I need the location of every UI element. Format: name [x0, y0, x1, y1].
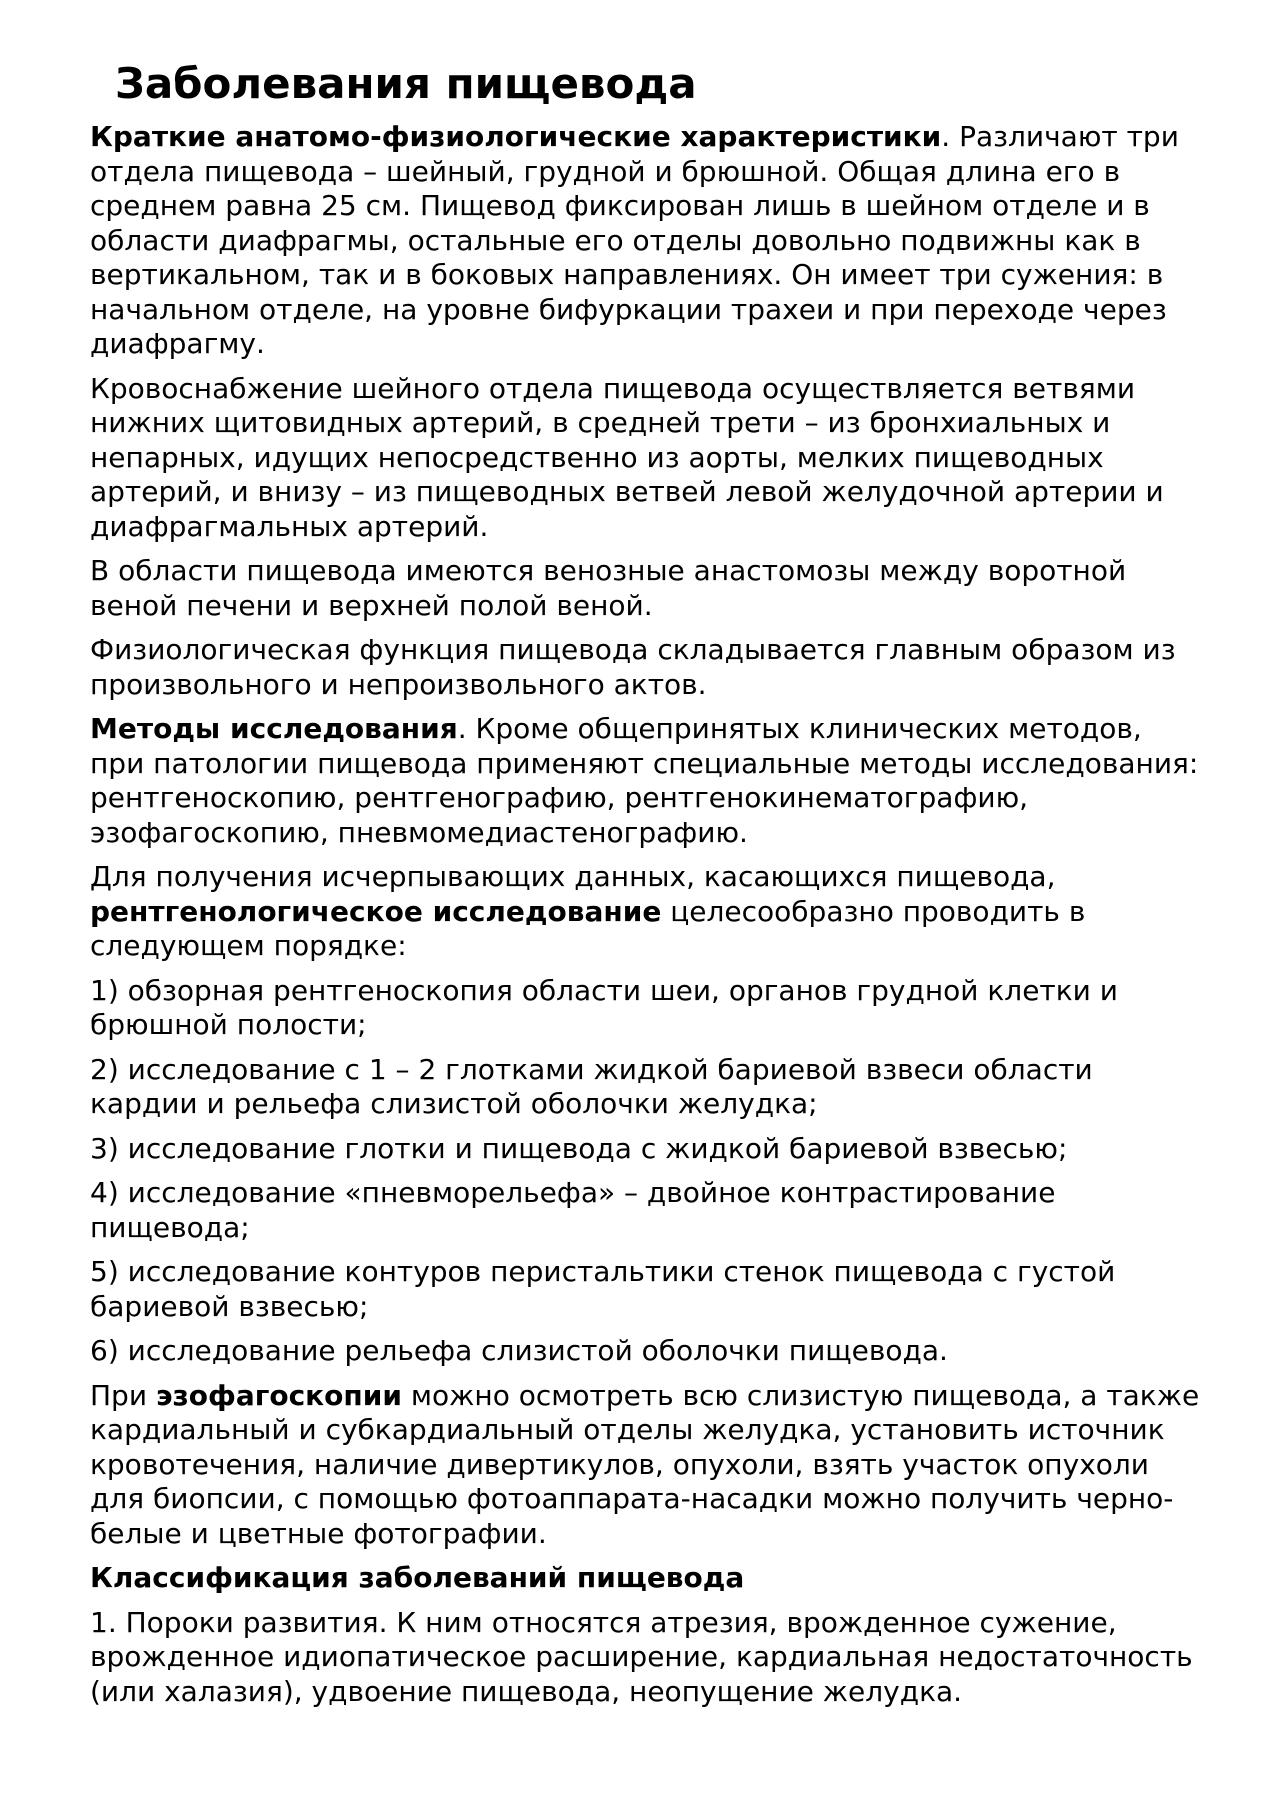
page-title: Заболевания пищевода [115, 59, 697, 108]
xray-intro-before: Для получения исчерпывающих данных, касающихся пищевода, [90, 860, 1056, 893]
xray-step-3: 3) исследование глотки и пищевода с жидкой бариевой взвесью; [90, 1131, 1068, 1165]
blood-supply-paragraph: Кровоснабжение шейного отдела пищевода осуществляется ветвями нижних щитовидных артерий, в средней трети – из бронхиальных и непарных, идущих непосредственно из аорты, мелких пищеводных артерий, и внизу – из пищеводных ветвей левой желудочной артерии и диафрагмальных артерий. [90, 371, 1164, 543]
physiology-paragraph: Физиологическая функция пищевода складывается главным образом из произвольного и непроизвольного актов. [90, 633, 1176, 701]
xray-step-5: 5) исследование контуров перистальтики стенок пищевода с густой бариевой взвесью; [90, 1255, 1116, 1323]
esophagoscopy-paragraph [90, 1379, 1200, 1552]
xray-step-6: 6) исследование рельефа слизистой оболочки пищевода. [90, 1334, 948, 1367]
esophagoscopy-after: можно осмотреть всю слизистую пищевода, а также кардиальный и субкардиальный отделы желудка, установить источник кровотечения, наличие дивертикулов, опухоли, взять участок опухоли для биопсии, с помощью фотоаппарата-насадки можно получить черно-белые и цветные фотографии. [90, 1378, 1200, 1550]
methods-text: . Кроме общепринятых клинических методов, при патологии пищевода применяют специальные методы исследования: рентгеноскопию, рентгенографию, рентгенокинематографию, эзофагоскопию, пневмомедиастенографию. [90, 712, 1199, 849]
anatomy-heading: Краткие анатомо-физиологические характеристики [90, 120, 942, 153]
classification-heading: Классификация заболеваний пищевода [90, 1561, 745, 1594]
xray-step-2: 2) исследование с 1 – 2 глотками жидкой бариевой взвеси области кардии и рельефа слизистой оболочки желудка; [90, 1052, 1093, 1120]
venous-paragraph: В области пищевода имеются венозные анастомозы между воротной веной печени и верхней полой веной. [90, 554, 1127, 622]
malformations-paragraph: 1. Пороки развития. К ним относятся атрезия, врожденное сужение, врожденное идиопатическое расширение, кардиальная недостаточность (или халазия), удвоение пищевода, неопущение желудка. [90, 1605, 1193, 1708]
xray-term: рентгенологическое исследование [90, 894, 662, 928]
xray-step-1: 1) обзорная рентгеноскопия области шеи, органов грудной клетки и брюшной полости; [90, 973, 1118, 1041]
esophagoscopy-before: При [90, 1378, 156, 1412]
anatomy-text: . Различают три отдела пищевода – шейный, грудной и брюшной. Общая длина его в среднем равна 25 см. Пищевод фиксирован лишь в шейном отделе и в области диафрагмы, остальные его отделы довольно подвижны как в вертикальном, так и в боковых направлениях. Он имеет три сужения: в начальном отделе, на уровне бифуркации трахеи и при переходе через диафрагму. [90, 120, 1179, 360]
methods-heading: Методы исследования [90, 712, 458, 745]
esophagoscopy-term: эзофагоскопии [155, 1378, 403, 1412]
anatomy-paragraph [90, 120, 1200, 362]
methods-paragraph [90, 712, 1200, 850]
xray-intro-paragraph [90, 860, 1200, 964]
xray-intro-after: целесообразно проводить в следующем порядке: [90, 894, 1086, 962]
xray-step-4: 4) исследование «пневморельефа» – двойное контрастирование пищевода; [90, 1176, 1056, 1244]
document-page [90, 56, 1200, 1719]
